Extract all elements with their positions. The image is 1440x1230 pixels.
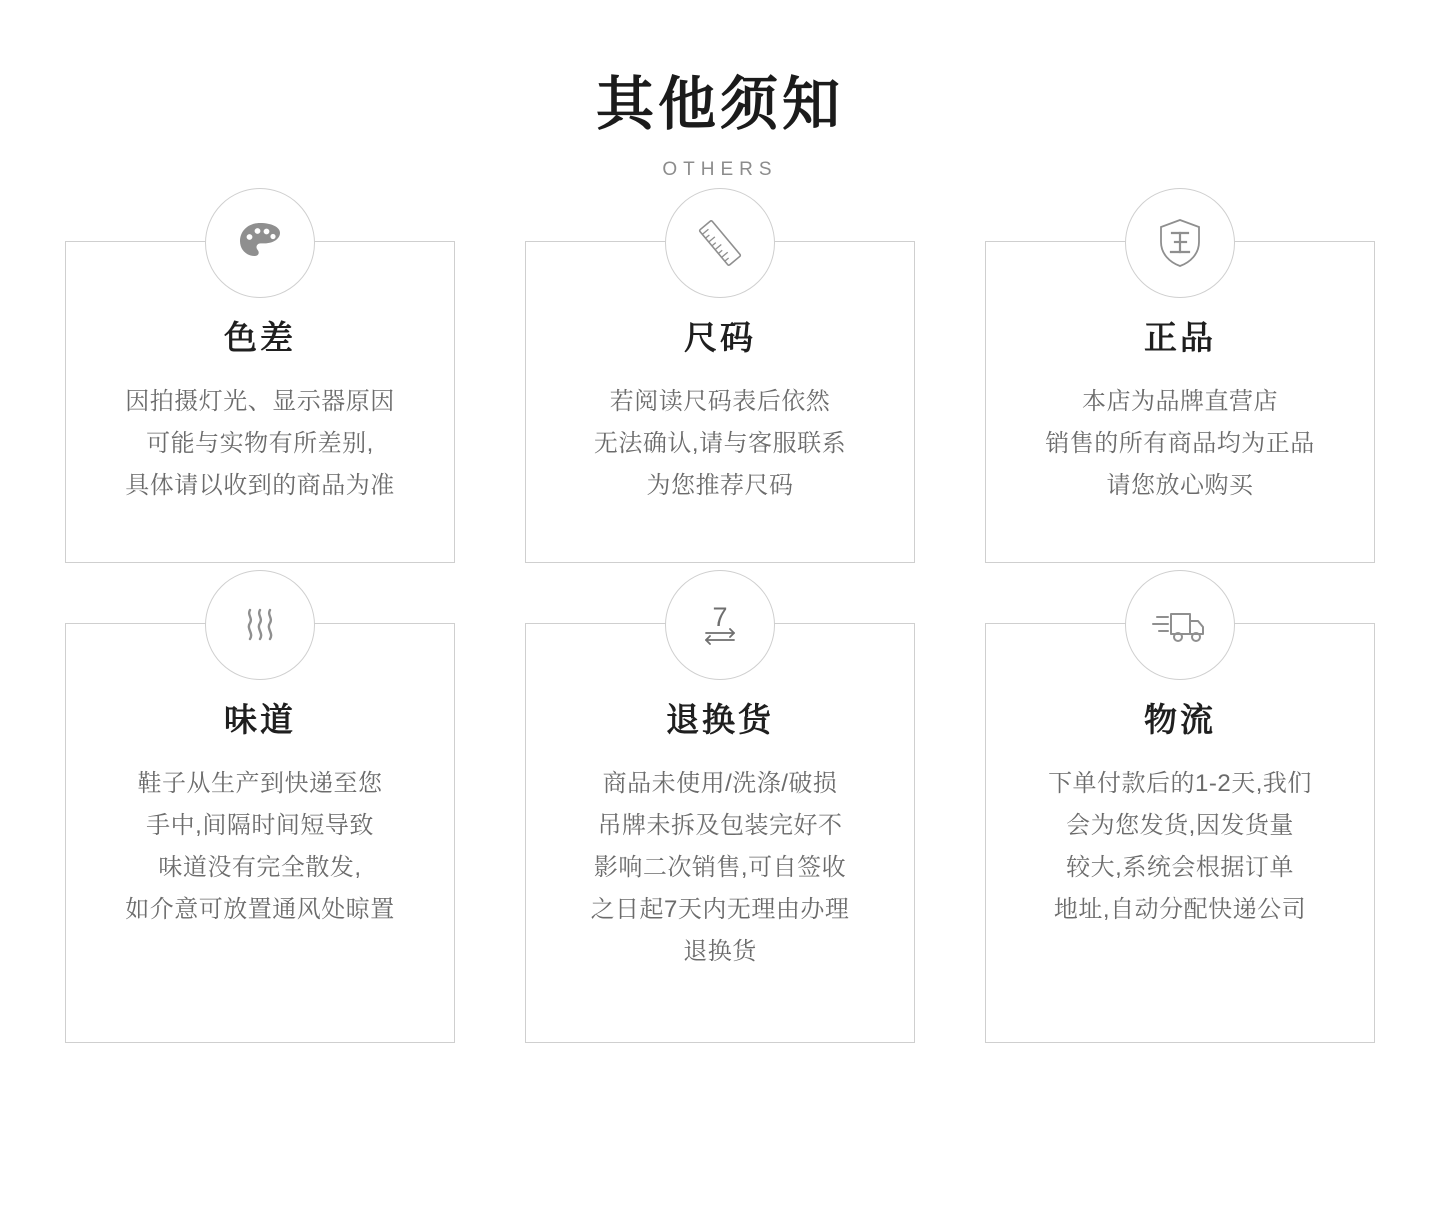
notice-line: 可能与实物有所差别,: [146, 429, 374, 457]
notice-line: 手中,间隔时间短导致: [146, 811, 374, 839]
notice-line: 请您放心购买: [1106, 471, 1254, 499]
notice-card-body: [84, 381, 436, 507]
notice-card-color-difference: [65, 241, 455, 563]
svg-text:7: 7: [712, 601, 728, 632]
notice-line: 若阅读尺码表后依然: [609, 387, 831, 415]
notice-line: 具体请以收到的商品为准: [125, 471, 395, 499]
notice-line: 影响二次销售,可自签收: [593, 853, 847, 881]
notice-card-body: [84, 763, 436, 931]
notice-line: 销售的所有商品均为正品: [1045, 429, 1315, 457]
notice-line: 地址,自动分配快递公司: [1053, 895, 1307, 923]
notice-card-body: [544, 381, 896, 507]
notice-card-body: [544, 763, 896, 973]
page-title: 其他须知: [595, 72, 844, 137]
notice-card-authentic: [985, 241, 1375, 563]
notice-card-title: 尺码: [684, 318, 756, 356]
notice-line: 退换货: [683, 937, 757, 965]
notice-line: 为您推荐尺码: [646, 471, 794, 499]
notice-line: 无法确认,请与客服联系: [593, 429, 847, 457]
notice-line: 较大,系统会根据订单: [1066, 853, 1294, 881]
shield-authentic-icon: [1125, 188, 1235, 298]
notice-card-odor: [65, 623, 455, 1043]
page-subtitle: OTHERS: [662, 158, 778, 180]
notice-line: 因拍摄灯光、显示器原因: [125, 387, 395, 415]
ruler-icon: [665, 188, 775, 298]
notice-card-title: 物流: [1144, 700, 1216, 738]
notice-line: 商品未使用/洗涤/破损: [602, 769, 838, 797]
notice-card-return: [525, 601, 915, 1043]
notice-card-title: 正品: [1144, 318, 1216, 356]
notice-card-title: 退换货: [666, 700, 774, 738]
notice-card-body: [1004, 763, 1356, 931]
notice-card-title: 味道: [224, 700, 296, 738]
notice-line: 本店为品牌直营店: [1082, 387, 1278, 415]
notice-line: 会为您发货,因发货量: [1066, 811, 1294, 839]
delivery-truck-icon: [1125, 570, 1235, 680]
notice-line: 吊牌未拆及包装完好不: [597, 811, 843, 839]
notice-line: 之日起7天内无理由办理: [590, 895, 850, 923]
notice-card-size: [525, 241, 915, 563]
notice-card-logistics: [985, 623, 1375, 1043]
notice-line: 如介意可放置通风处晾置: [125, 895, 395, 923]
notice-card-body: [1004, 381, 1356, 507]
notice-line: 味道没有完全散发,: [158, 853, 362, 881]
palette-icon: [205, 188, 315, 298]
page-header: [0, 0, 1440, 181]
notice-card-grid: [65, 181, 1375, 1043]
notice-card-title: 色差: [224, 318, 296, 356]
return-7days-icon: [665, 570, 775, 680]
notice-line: 鞋子从生产到快递至您: [137, 769, 383, 797]
odor-waves-icon: [205, 570, 315, 680]
notice-line: 下单付款后的1-2天,我们: [1048, 769, 1312, 797]
